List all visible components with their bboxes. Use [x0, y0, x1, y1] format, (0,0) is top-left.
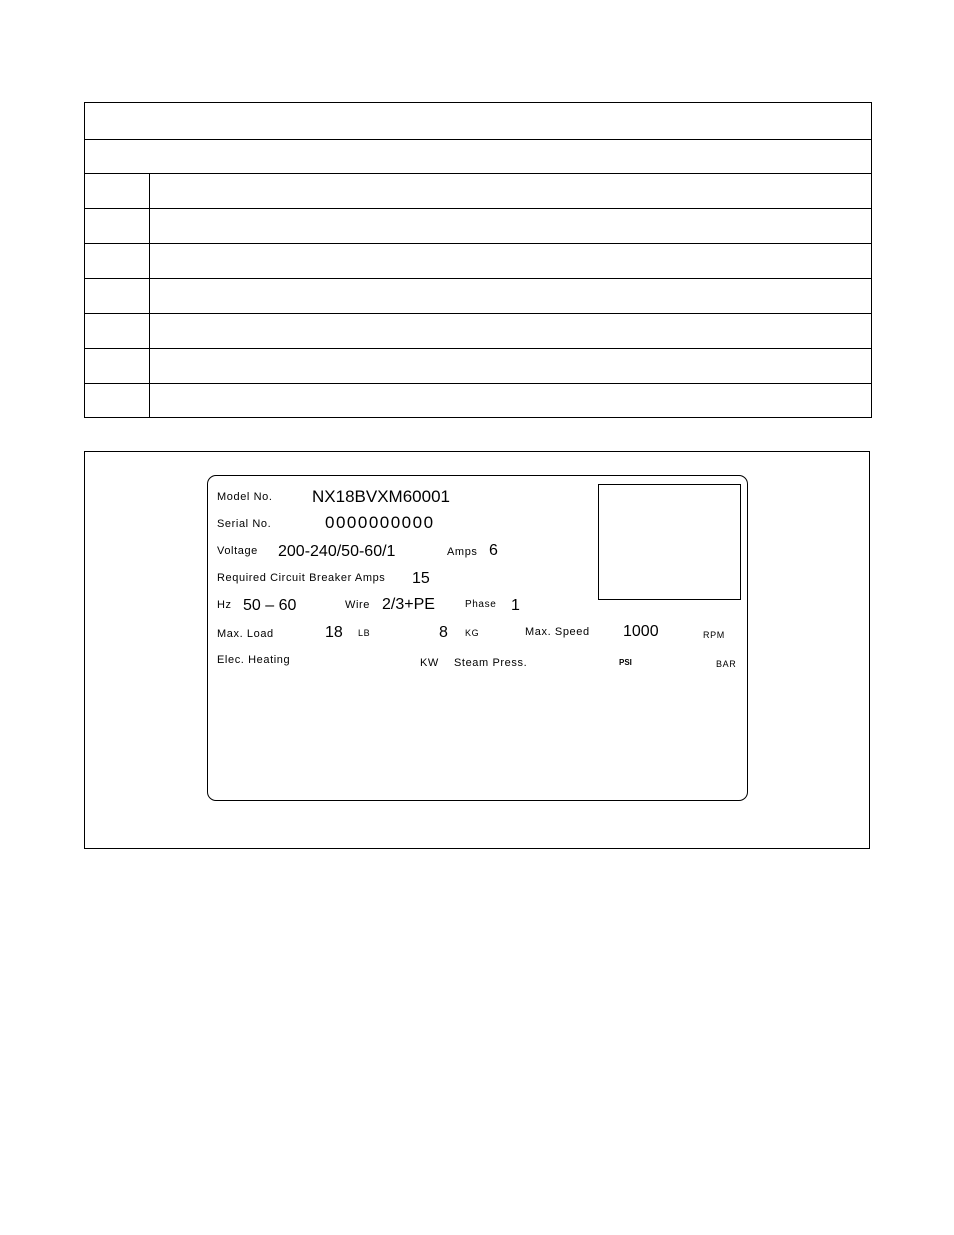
table-cell-left	[85, 279, 150, 313]
table-row	[85, 243, 871, 278]
serial-data-plate	[207, 475, 748, 801]
voltage-label: Voltage	[217, 545, 258, 557]
table-cell-left	[85, 244, 150, 278]
phase-label: Phase	[465, 599, 497, 610]
table-row	[85, 313, 871, 348]
max-speed-value: 1000	[623, 623, 659, 640]
plate-image-box	[598, 484, 741, 600]
info-table	[84, 102, 872, 418]
table-cell-left	[85, 384, 150, 417]
table-row	[85, 278, 871, 313]
table-row	[85, 208, 871, 243]
model-label: Model No.	[217, 491, 273, 503]
lb-unit: LB	[358, 628, 371, 638]
load-kg-value: 8	[439, 624, 448, 641]
rpm-unit: RPM	[703, 630, 725, 640]
amps-value: 6	[489, 542, 498, 559]
kg-unit: KG	[465, 628, 480, 638]
bar-unit: BAR	[716, 659, 737, 669]
breaker-value: 15	[412, 570, 430, 587]
max-speed-label: Max. Speed	[525, 626, 590, 638]
phase-value: 1	[511, 597, 520, 614]
amps-label: Amps	[447, 546, 478, 558]
wire-label: Wire	[345, 599, 371, 611]
serial-label: Serial No.	[217, 518, 272, 530]
hz-label: Hz	[217, 599, 232, 611]
psi-unit: PSI	[619, 658, 632, 667]
table-cell-right	[150, 244, 871, 278]
table-cell-left	[85, 209, 150, 243]
figure-frame	[84, 451, 870, 849]
table-row	[85, 173, 871, 208]
table-cell-right	[150, 209, 871, 243]
model-value: NX18BVXM60001	[312, 487, 450, 506]
table-row	[85, 383, 871, 417]
table-row	[85, 348, 871, 383]
steam-press-label: Steam Press.	[454, 657, 528, 669]
table-cell-left	[85, 174, 150, 208]
table-cell-right	[150, 349, 871, 383]
table-cell-left	[85, 314, 150, 348]
breaker-label: Required Circuit Breaker Amps	[217, 572, 386, 584]
table-header-row-2	[85, 139, 871, 173]
table-cell-left	[85, 349, 150, 383]
wire-value: 2/3+PE	[382, 596, 435, 613]
table-cell-right	[150, 279, 871, 313]
load-lb-value: 18	[325, 624, 343, 641]
table-cell-right	[150, 174, 871, 208]
max-load-label: Max. Load	[217, 628, 274, 640]
elec-heating-label: Elec. Heating	[217, 654, 291, 666]
serial-value: 0000000000	[325, 513, 435, 532]
hz-value: 50 – 60	[243, 597, 297, 614]
table-cell-right	[150, 384, 871, 417]
table-cell-right	[150, 314, 871, 348]
voltage-value: 200-240/50-60/1	[278, 543, 396, 560]
table-header-row-1	[85, 103, 871, 139]
kw-unit: KW	[420, 657, 439, 669]
